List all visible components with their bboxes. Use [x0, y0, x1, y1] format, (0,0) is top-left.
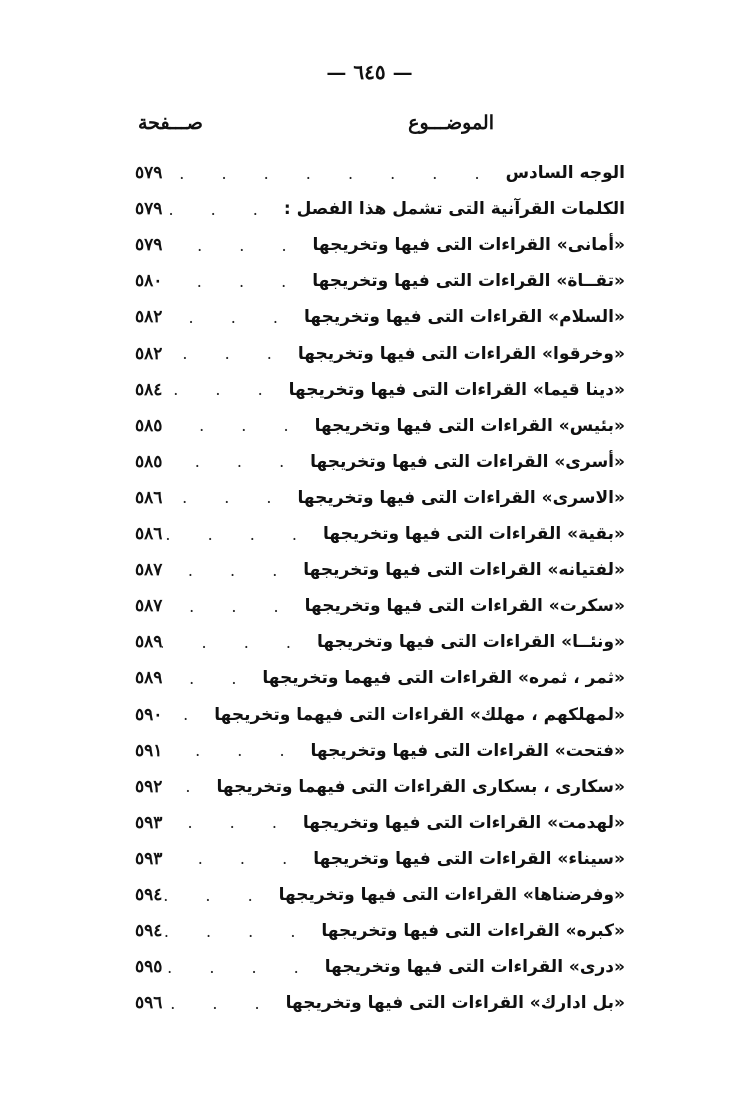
toc-entry-title: «لهدمت» القراءات التى فيها وتخريجها — [302, 812, 625, 833]
toc-entry — [135, 519, 625, 549]
dot-leader — [162, 380, 288, 399]
toc-entry-page: ٥٩٣ — [135, 812, 163, 833]
dot-leader — [162, 777, 216, 796]
toc-entry-page: ٥٩٤ — [135, 885, 163, 905]
dot-leader — [162, 525, 323, 544]
toc-entry-title: الكلمات القرآنية التى تشمل هذا الفصل : — [283, 199, 625, 220]
toc-entry-page: ٥٩٦ — [135, 993, 163, 1014]
toc-entry-title: «لمهلكهم ، مهلك» القراءات التى فيهما وتخريجها — [214, 704, 625, 725]
toc-entry — [135, 952, 625, 982]
toc-entry — [135, 375, 625, 405]
toc-entry — [135, 844, 625, 874]
toc-entry-title: «دينا قيما» القراءات التى فيها وتخريجها — [288, 379, 625, 400]
dot-leader — [162, 236, 312, 255]
toc-entry-page: ٥٨٠ — [135, 271, 163, 292]
toc-entry-title: «فتحت» القراءات التى فيها وتخريجها — [310, 740, 625, 761]
toc-entry-title: «بل ادارك» القراءات التى فيها وتخريجها — [285, 993, 625, 1014]
toc-entry-page: ٥٩٥ — [135, 957, 163, 978]
dot-leader — [162, 633, 317, 652]
toc-entry-page: ٥٧٩ — [135, 163, 163, 183]
toc-entry-page: ٥٨٧ — [135, 560, 163, 581]
dot-leader — [162, 308, 304, 327]
dot-leader — [162, 741, 310, 760]
toc-entry — [135, 266, 625, 296]
dot-leader — [162, 164, 505, 183]
toc-entry — [135, 302, 625, 332]
toc-entry-page: ٥٨٦ — [135, 487, 163, 508]
toc-entry-title: «لفتيانه» القراءات التى فيها وتخريجها — [303, 560, 625, 581]
toc-entry-title: «تقــاة» القراءات التى فيها وتخريجها — [312, 271, 625, 292]
toc-entry-title: «الاسرى» القراءات التى فيها وتخريجها — [297, 487, 625, 508]
toc-entry — [135, 230, 625, 260]
dot-leader — [162, 561, 303, 580]
dot-leader — [162, 272, 312, 291]
toc-entry-page: ٥٨٩ — [135, 668, 163, 689]
dot-leader — [162, 958, 324, 977]
toc-entry — [135, 555, 625, 585]
toc-entry — [135, 158, 625, 188]
toc-entry — [135, 591, 625, 621]
toc-entry — [135, 411, 625, 441]
dot-leader — [162, 597, 304, 616]
dot-leader — [162, 416, 314, 435]
dot-leader — [162, 452, 310, 471]
toc-entry-title: «سكارى ، بسكارى القراءات التى فيهما وتخريجها — [216, 776, 625, 797]
toc-entry — [135, 880, 625, 910]
toc-entry-page: ٥٨٢ — [135, 307, 163, 328]
toc-entry — [135, 700, 625, 730]
toc-entry — [135, 736, 625, 766]
toc-entry — [135, 339, 625, 369]
toc-entry-title: الوجه السادس — [505, 163, 625, 183]
dot-leader — [162, 669, 262, 688]
toc-entry-page: ٥٩٠ — [135, 704, 163, 725]
toc-entry — [135, 447, 625, 477]
toc-entry — [135, 663, 625, 693]
toc-entry-title: «ثمر ، ثمره» القراءات التى فيهما وتخريجها — [262, 668, 625, 689]
column-header-topic: الموضـــوع — [408, 112, 494, 134]
toc-entry-page: ٥٧٩ — [135, 235, 163, 256]
toc-entry-title: «وفرضناها» القراءات التى فيها وتخريجها — [278, 885, 625, 905]
dot-leader — [162, 922, 321, 941]
toc-entry-page: ٥٨٩ — [135, 632, 163, 653]
toc-entry-title: «وخرقوا» القراءات التى فيها وتخريجها — [297, 343, 625, 364]
toc-entry-title: «بقية» القراءات التى فيها وتخريجها — [323, 524, 625, 544]
dot-leader — [162, 813, 303, 832]
toc-entry-page: ٥٩٢ — [135, 776, 163, 797]
toc-entry-title: «سيناء» القراءات التى فيها وتخريجها — [313, 848, 625, 869]
toc-entry-title: «أسرى» القراءات التى فيها وتخريجها — [310, 451, 625, 472]
toc-entry — [135, 988, 625, 1018]
toc-entry-title: «أمانى» القراءات التى فيها وتخريجها — [312, 235, 625, 256]
dot-leader — [162, 200, 283, 219]
dot-leader — [162, 994, 285, 1013]
dot-leader — [162, 849, 313, 868]
toc-entry-page: ٥٩٤ — [135, 921, 163, 942]
dot-leader — [162, 344, 297, 363]
toc-entry-page: ٥٨٧ — [135, 596, 163, 617]
toc-entry — [135, 483, 625, 513]
toc-entry-title: «كبره» القراءات التى فيها وتخريجها — [321, 921, 625, 942]
toc-entry — [135, 627, 625, 657]
toc-entry-page: ٥٨٥ — [135, 451, 163, 472]
page-number: — ٦٤٥ — — [326, 60, 413, 84]
toc-entry-title: «سكرت» القراءات التى فيها وتخريجها — [304, 596, 625, 617]
toc-entry — [135, 916, 625, 946]
toc-entry-page: ٥٩٣ — [135, 848, 163, 869]
dot-leader — [162, 886, 278, 905]
toc-entry-title: «ونئــا» القراءات التى فيها وتخريجها — [316, 632, 625, 653]
toc-entry-page: ٥٨٢ — [135, 343, 163, 364]
toc-entry-title: «درى» القراءات التى فيها وتخريجها — [324, 957, 625, 978]
column-header-page: صـــفحة — [138, 112, 203, 134]
dot-leader — [162, 488, 297, 507]
toc-entry — [135, 808, 625, 838]
toc-entry — [135, 194, 625, 224]
toc-entry-page: ٥٨٥ — [135, 415, 163, 436]
toc-entry-title: «السلام» القراءات التى فيها وتخريجها — [303, 307, 625, 328]
toc-entry-page: ٥٩١ — [135, 740, 163, 761]
dot-leader — [162, 705, 214, 724]
toc-entry-title: «بئيس» القراءات التى فيها وتخريجها — [314, 415, 625, 436]
toc-entry-page: ٥٨٤ — [135, 379, 163, 400]
toc-entry-page: ٥٧٩ — [135, 199, 163, 220]
toc-entry-page: ٥٨٦ — [135, 524, 163, 544]
toc-entry — [135, 772, 625, 802]
